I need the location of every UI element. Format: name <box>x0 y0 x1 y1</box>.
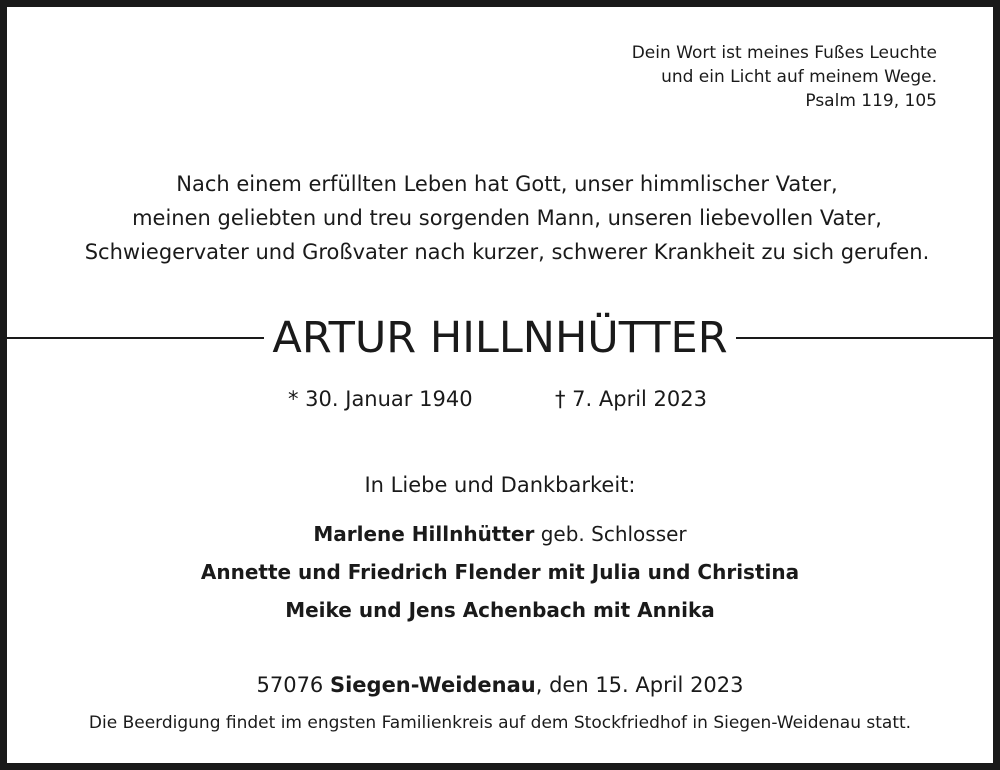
psalm-quote <box>632 41 937 113</box>
mourner-family-1: Annette und Friedrich Flender mit Julia und Christina <box>200 560 800 584</box>
name-divider-left <box>7 337 264 339</box>
mourner-spouse <box>0 515 1000 553</box>
intro-line-3: Schwiegervater und Großvater nach kurzer, schwerer Krankheit zu sich gerufen. <box>84 240 930 264</box>
intro-line-2: meinen geliebten und treu sorgenden Mann, unseren liebevollen Vater, <box>132 206 882 230</box>
psalm-line-1: Dein Wort ist meines Fußes Leuchte <box>631 43 937 63</box>
birth-date: * 30. Januar 1940 <box>288 387 473 411</box>
intro-text <box>7 167 1000 269</box>
funeral-note: Die Beerdigung findet im engsten Familienkreis auf dem Stockfriedhof in Siegen-Weidenau statt. <box>88 713 912 733</box>
mourners-list <box>0 515 1000 629</box>
psalm-reference: Psalm 119, 105 <box>805 91 937 111</box>
name-divider-right <box>736 337 993 339</box>
deceased-name-row <box>7 310 993 366</box>
intro-line-1: Nach einem erfüllten Leben hat Gott, unser himmlischer Vater, <box>176 172 838 196</box>
deceased-name: ARTUR HILLNHÜTTER <box>272 313 728 363</box>
spouse-name: Marlene Hillnhütter <box>313 522 535 546</box>
psalm-line-2: und ein Licht auf meinem Wege. <box>661 67 937 87</box>
place-and-date <box>0 671 1000 699</box>
spouse-maiden-name: geb. Schlosser <box>534 522 687 546</box>
mourners-heading: In Liebe und Dankbarkeit: <box>364 473 636 497</box>
date: , den 15. April 2023 <box>535 673 744 697</box>
city: Siegen-Weidenau <box>329 673 536 697</box>
death-date: † 7. April 2023 <box>555 387 708 411</box>
postal-code: 57076 <box>256 673 330 697</box>
mourner-family-2: Meike und Jens Achenbach mit Annika <box>285 598 715 622</box>
